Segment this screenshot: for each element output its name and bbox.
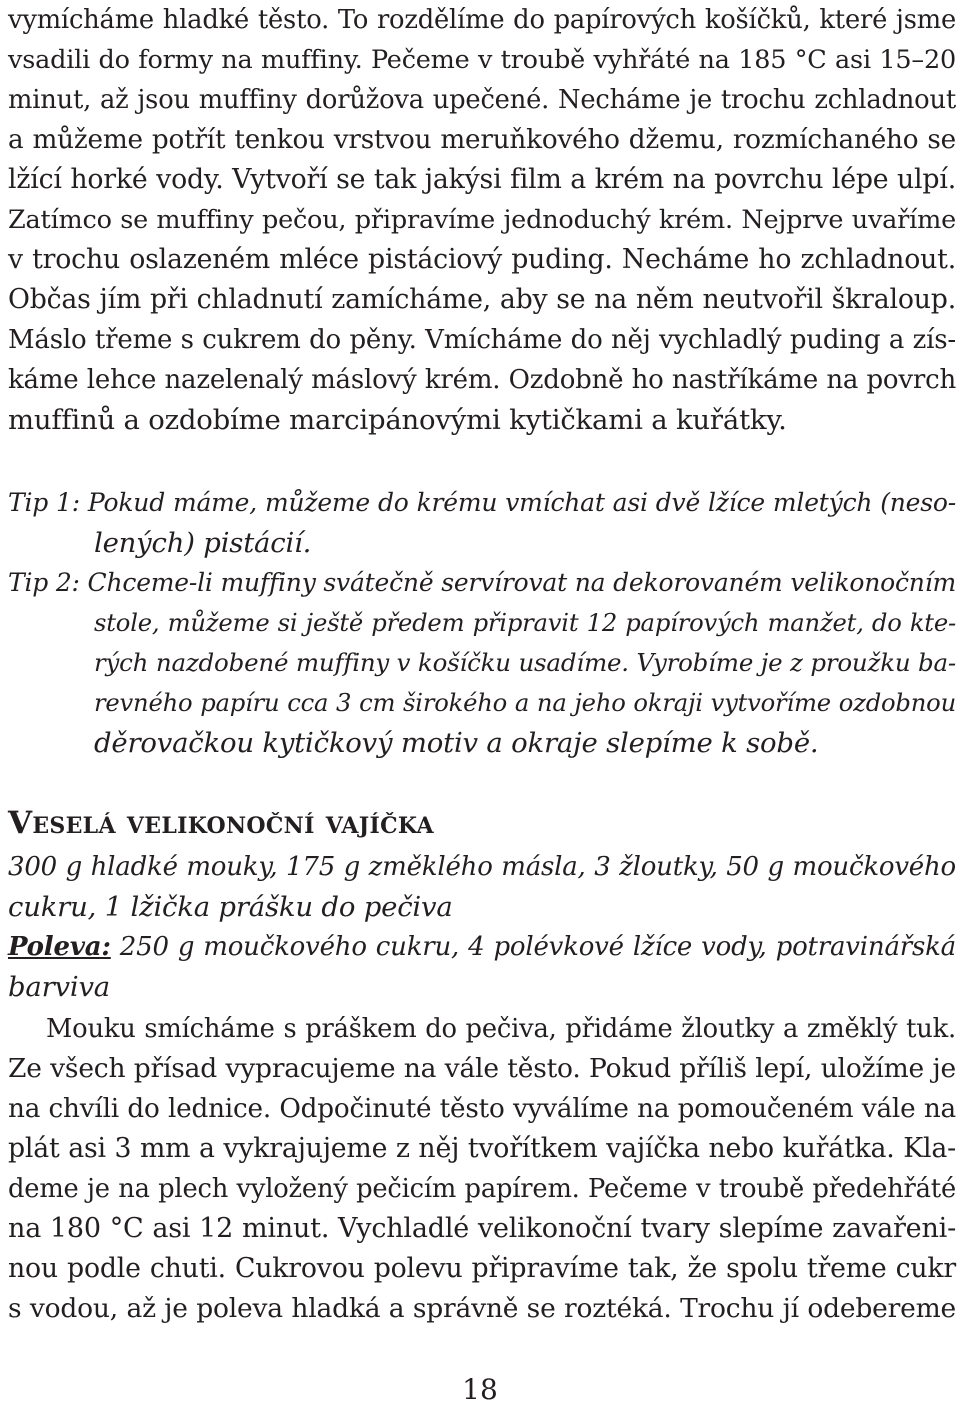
tip-line: lených) pistácií. [94,527,312,559]
text-line: nou podle chuti. Cukrovou polevu připravíme tak, že spolu třeme cukr [8,1253,956,1284]
text-line: na 180 °C asi 12 minut. Vychladlé velikonoční tvary slepíme zavařeni- [8,1213,956,1244]
tip-line: revného papíru cca 3 cm širokého a na jeho okraji vytvoříme ozdobnou [94,688,956,717]
text-line: Mouku smícháme s práškem do pečiva, přidáme žloutky a změklý tuk. [46,1014,956,1044]
page-number: 18 [462,1373,498,1406]
poleva-label: Poleva: [8,932,111,962]
text-line: a můžeme potřít tenkou vrstvou meruňkového džemu, rozmíchaného se [8,125,956,155]
text-line: plát asi 3 mm a vykrajujeme z něj tvořítkem vajíčka nebo kuřátka. Kla- [8,1133,956,1164]
tip-line: Tip 1: Pokud máme, můžeme do krému vmíchat asi dvě lžíce mletých (neso- [8,488,956,517]
poleva-line [8,927,956,967]
tip-line: rých nazdobené muffiny v košíčku usadíme. Vyrobíme je z proužku ba- [94,648,956,677]
tip-line: stole, můžeme si ještě předem připravit 12 papírových manžet, do kte- [94,608,956,637]
recipe-heading: Veselá velikonoční vajíčka [8,805,434,841]
ingredient-line: 300 g hladké mouky, 175 g změklého másla, 3 žloutky, 50 g moučkového [8,852,956,882]
text-line: minut, až jsou muffiny dorůžova upečené. Necháme je trochu zchladnout [8,85,956,115]
text-line: lžící horké vody. Vytvoří se tak jakýsi film a krém na povrchu lépe ulpí. [8,164,956,195]
text-line: káme lehce nazelenalý máslový krém. Ozdobně ho nastříkáme na povrch [8,365,956,395]
poleva-line: barviva [8,971,111,1003]
poleva-text: 250 g moučkového cukru, 4 polévkové lžíce vody, potravinářská [110,932,956,962]
text-line: v trochu oslazeném mléce pistáciový puding. Necháme ho zchladnout. [8,244,956,275]
text-line: Máslo třeme s cukrem do pěny. Vmícháme do něj vychladlý puding a zís- [8,325,956,355]
text-line: vymícháme hladké těsto. To rozdělíme do papírových košíčků, které jsme [8,5,956,35]
text-line: vsadili do formy na muffiny. Pečeme v troubě vyhřáté na 185 °C asi 15–20 [8,45,956,75]
tip-line: děrovačkou kytičkový motiv a okraje slepíme k sobě. [94,727,819,759]
text-line: na chvíli do lednice. Odpočinuté těsto vyválíme na pomoučeném vále na [8,1094,956,1124]
text-line: Občas jím při chladnutí zamícháme, aby se na něm neutvořil škraloup. [8,284,956,315]
text-line: Ze všech přísad vypracujeme na vále těsto. Pokud příliš lepí, uložíme je [8,1053,956,1084]
text-line: Zatímco se muffiny pečou, připravíme jednoduchý krém. Nejprve uvaříme [8,205,956,235]
ingredient-line: cukru, 1 lžička prášku do pečiva [8,891,453,923]
text-line: s vodou, až je poleva hladká a správně se roztéká. Trochu jí odebereme [8,1293,956,1324]
text-line: deme je na plech vyložený pečicím papírem. Pečeme v troubě předehřáté [8,1174,956,1204]
text-line: muffinů a ozdobíme marcipánovými kytičkami a kuřátky. [8,404,787,436]
tip-line: Tip 2: Chceme-li muffiny svátečně servírovat na dekorovaném velikonočním [8,568,956,597]
